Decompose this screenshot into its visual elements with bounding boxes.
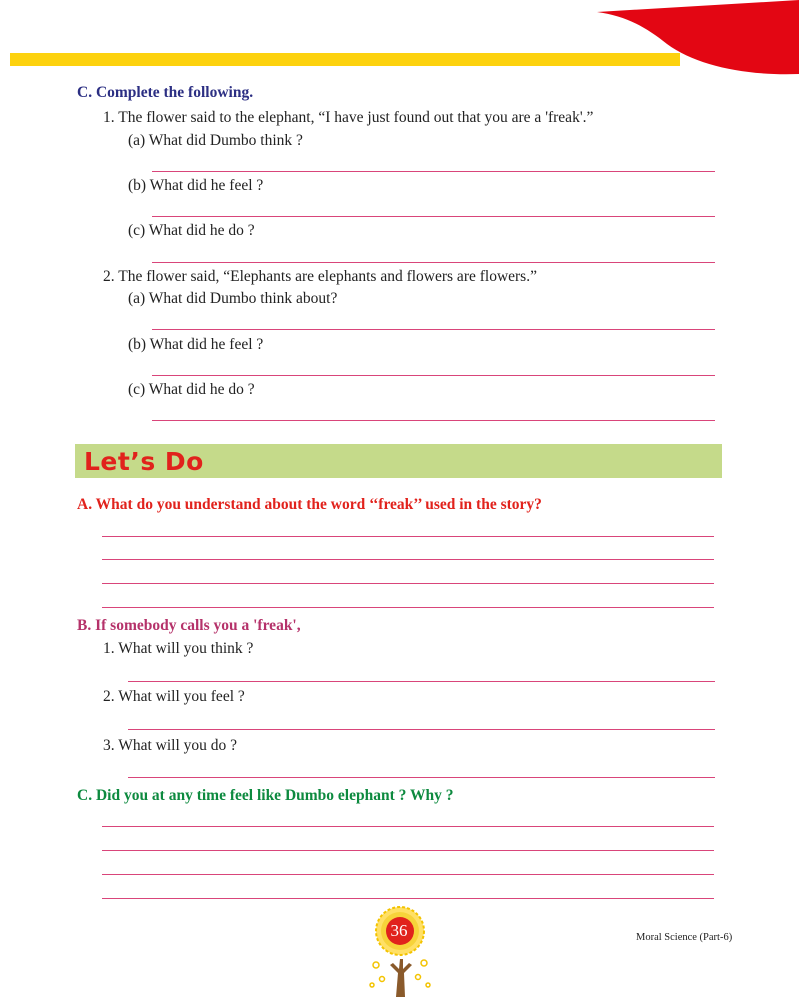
section-c-heading: C. Complete the following.: [77, 84, 254, 101]
question-1b: (b) What did he feel ?: [128, 177, 264, 194]
question-a-heading: A. What do you understand about the word ‘‘freak’’ used in the story?: [77, 496, 542, 513]
answer-line[interactable]: [152, 329, 715, 330]
question-2a: (a) What did Dumbo think about?: [128, 290, 338, 307]
question-2-text: 2. The flower said, “Elephants are elephants and flowers are flowers.”: [103, 268, 537, 285]
question-b-heading: B. If somebody calls you a 'freak',: [77, 617, 301, 634]
question-b2: 2. What will you feel ?: [103, 688, 245, 705]
question-c-heading: C. Did you at any time feel like Dumbo elephant ? Why ?: [77, 787, 454, 804]
answer-line[interactable]: [102, 898, 714, 899]
question-b1: 1. What will you think ?: [103, 640, 254, 657]
answer-line[interactable]: [128, 777, 715, 778]
question-1-text: 1. The flower said to the elephant, “I have just found out that you are a 'freak'.”: [103, 109, 594, 126]
answer-line[interactable]: [102, 874, 714, 875]
answer-line[interactable]: [102, 583, 714, 584]
question-2b: (b) What did he feel ?: [128, 336, 264, 353]
page-number: 36: [390, 921, 408, 940]
header-yellow-bar: [10, 53, 680, 66]
answer-line[interactable]: [102, 826, 714, 827]
answer-line[interactable]: [152, 262, 715, 263]
book-title-footer: Moral Science (Part-6): [636, 932, 733, 943]
question-1a: (a) What did Dumbo think ?: [128, 132, 303, 149]
answer-line[interactable]: [102, 536, 714, 537]
question-1c: (c) What did he do ?: [128, 222, 255, 239]
answer-line[interactable]: [102, 607, 714, 608]
lets-do-title: Let’s Do: [84, 447, 204, 476]
answer-line[interactable]: [152, 171, 715, 172]
answer-line[interactable]: [102, 559, 714, 560]
answer-line[interactable]: [128, 681, 715, 682]
answer-line[interactable]: [102, 850, 714, 851]
answer-line[interactable]: [152, 420, 715, 421]
answer-line[interactable]: [128, 729, 715, 730]
question-b3: 3. What will you do ?: [103, 737, 238, 754]
answer-line[interactable]: [152, 216, 715, 217]
header-red-flag: [597, 0, 799, 76]
question-2c: (c) What did he do ?: [128, 381, 255, 398]
answer-line[interactable]: [152, 375, 715, 376]
